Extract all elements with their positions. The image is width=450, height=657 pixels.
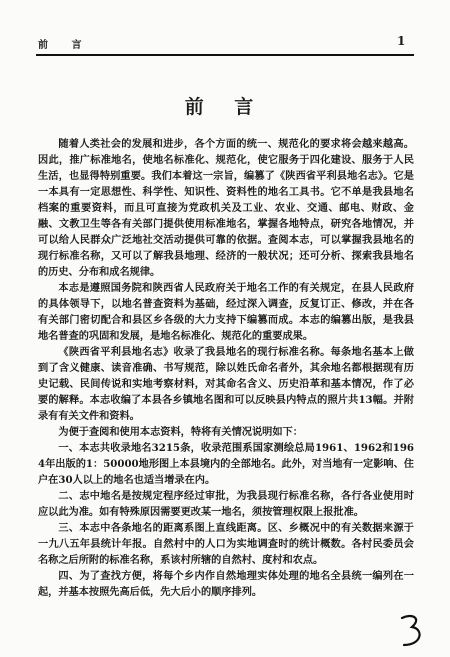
paragraph: 本志是遵照国务院和陕西省人民政府关于地名工作的有关规定，在县人民政府的具体领导下，以地名普查资料为基础，经过深入调查，反复订正、修改，并在各有关部门密切配合和县区乡各级的大力支持下编篡而成。本志的编篡出版，是我县地名普查的巩固和发展，是地名标准化、规范化的重要成果。 bbox=[38, 282, 414, 342]
paragraph: 《陕西省平利县地名志》收录了我县地名的现行标准名称。每条地名基本上做到了含义健康、读音准确、书写规范，除以姓氏命名者外，其余地名都根据现有历史记载、民间传说和实地考察材料，对其命名含义、历史沿革和基本情况，作了必要的解释。本志收编了本县各乡镇地名图和可以反映县内特点的照片共13幅。并附录有有关文件和资料。 bbox=[38, 346, 414, 422]
paragraph: 四、为了查找方便，将每个乡内作自然地理实体处理的地名全县统一编列在一起，并基本按照先高后低，先大后小的顺序排列。 bbox=[38, 570, 414, 598]
handwritten-mark bbox=[396, 612, 426, 650]
page-title: 前 言 bbox=[184, 96, 266, 118]
paragraph: 二、志中地名是按规定程序经过审批，为我县现行标准名称，各行各业使用时应以此为准。如有特殊原因需要更改某一地名，须按管理权限上报批准。 bbox=[38, 490, 414, 518]
paragraph: 三、本志中各条地名的距离系图上直线距离。区、乡概况中的有关数据来源于一九八五年县统计年报。自然村中的人口为实地调查时的统计概数。各村民委员会名称之后所附的标准名称，系该村所辖的自然村、度村和农点。 bbox=[38, 522, 414, 566]
paragraph: 为便于查阅和使用本志资料，特将有关情况说明如下： bbox=[58, 426, 303, 438]
page-number: 1 bbox=[397, 34, 406, 48]
body-text bbox=[38, 136, 414, 600]
paragraph: 一、本志共收录地名3215条，收录范围系国家测绘总局1961、1962和1964年出版的1：50000地形图上本县境内的全部地名。此外，对当地有一定影响、住户在30人以上的地名也适当增录在内。 bbox=[38, 442, 414, 486]
paragraph: 随着人类社会的发展和进步，各个方面的统一、规范化的要求将会越来越高。因此，推广标准地名，使地名标准化、规范化，使它服务于四化建设、服务于人民生活，也显得特别重要。我们本着这一宗旨，编篡了《陕西省平利县地名志》。它是一本具有一定思想性、科学性、知识性、资料性的地名工具书。它不单是我县地名档案的重要资料，而且可直接为党政机关及工业、农业、交通、邮电、财政、金融、文教卫生等各有关部门提供使用标准地名，掌握各地特点，研究各地情况，并可以给人民群众广泛地社交活动提供可靠的依据。查阅本志，可以掌握我县地名的现行标准名称，又可以了解我县地理、经济的一般状况；还可分析、探索我县地名的历史、分布和成名规律。 bbox=[38, 138, 414, 278]
running-head: 前 言 bbox=[38, 40, 92, 51]
header-rule bbox=[36, 54, 414, 56]
